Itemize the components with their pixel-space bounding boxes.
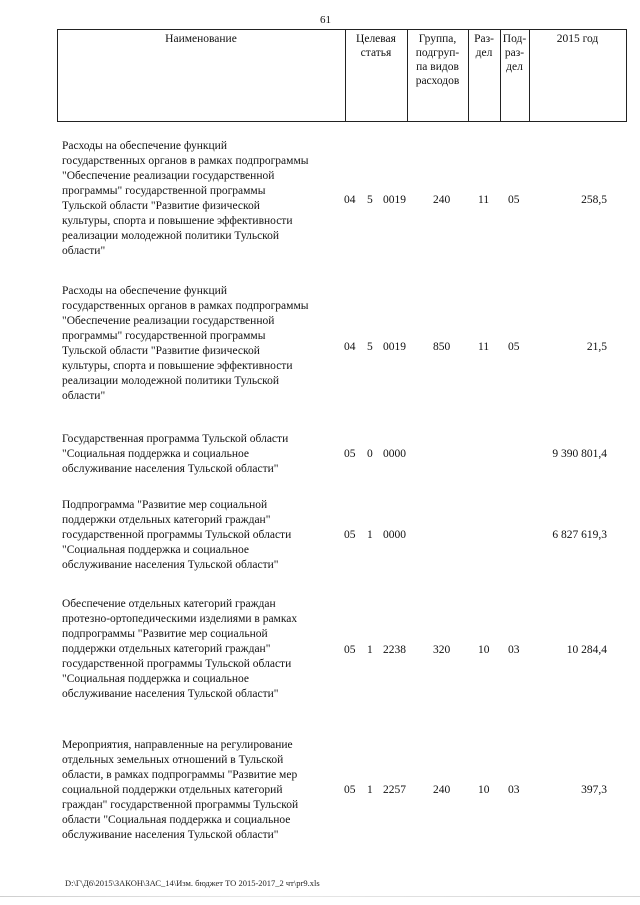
row-subsection: 03	[508, 644, 520, 656]
header-target-article: Целевая статья	[356, 33, 396, 59]
row-expense-group: 320	[433, 644, 451, 656]
row-expense-group: 240	[433, 194, 451, 206]
row-section: 10	[478, 644, 490, 656]
header-year: 2015 год	[556, 33, 599, 45]
row-section: 11	[478, 194, 490, 206]
row-subprogram-code: 1	[367, 784, 373, 796]
row-item-code: 0000	[383, 448, 406, 460]
header-section: Раз- дел	[474, 33, 494, 59]
row-subprogram-code: 1	[367, 644, 373, 656]
row-item-code: 2257	[383, 784, 406, 796]
header-bottom-border	[57, 121, 627, 122]
row-subsection: 05	[508, 194, 520, 206]
row-subsection: 03	[508, 784, 520, 796]
row-expense-group: 850	[433, 341, 451, 353]
row-subprogram-code: 0	[367, 448, 373, 460]
row-subsection: 05	[508, 341, 520, 353]
row-subprogram-code: 5	[367, 341, 373, 353]
row-program-code: 05	[344, 448, 356, 460]
file-path-footer: D:\Г\Д6\2015\ЗАКОН\ЗАС_14\Изм. бюджет ТО 2015-2017_2 чт\pr9.xls	[65, 878, 320, 888]
row-subprogram-code: 5	[367, 194, 373, 206]
row-name: Государственная программа Тульской области "Социальная поддержка и социальное обслуживание населения Тульской области"	[62, 433, 289, 475]
table-header	[57, 29, 627, 122]
row-amount: 397,3	[581, 784, 607, 796]
row-amount: 21,5	[586, 341, 607, 353]
row-program-code: 04	[344, 341, 356, 353]
row-amount: 258,5	[581, 194, 607, 206]
row-section: 10	[478, 784, 490, 796]
row-program-code: 04	[344, 194, 356, 206]
header-subsection: Под- раз- дел	[502, 33, 527, 73]
row-program-code: 05	[344, 644, 356, 656]
row-section: 11	[478, 341, 490, 353]
row-amount: 9 390 801,4	[552, 448, 607, 460]
row-name: Обеспечение отдельных категорий граждан протезно-ортопедическими изделиями в рамках подпрограммы "Развитие мер социальной поддержки отдельных категорий граждан" государственной программы Тульской области "Социальная поддержка и социальное обслуживание населения Тульской области"	[62, 598, 298, 700]
header-divider	[626, 29, 627, 122]
row-name: Подпрограмма "Развитие мер социальной поддержки отдельных категорий граждан" государственной программы Тульской области "Социальная поддержка и социальное обслуживание населения Тульской области"	[62, 499, 292, 571]
row-amount: 10 284,4	[566, 644, 607, 656]
page-number: 61	[320, 14, 331, 26]
row-name: Расходы на обеспечение функций государственных органов в рамках подпрограммы "Обеспечение реализации государственной программы" государственной программы Тульской области "Развитие физической культуры, спорта и повышение эффективности реализации молодежной политики Тульской области"	[62, 140, 309, 257]
row-item-code: 0019	[383, 341, 406, 353]
header-top-border	[57, 29, 627, 30]
row-program-code: 05	[344, 529, 356, 541]
header-name: Наименование	[165, 33, 237, 45]
row-name: Мероприятия, направленные на регулирование отдельных земельных отношений в Тульской области, в рамках подпрограммы "Развитие мер социальной поддержки отдельных категорий граждан" государственной программы Тульской области "Социальная поддержка и социальное обслуживание населения Тульской области"	[62, 739, 299, 841]
row-subprogram-code: 1	[367, 529, 373, 541]
row-item-code: 2238	[383, 644, 406, 656]
row-item-code: 0000	[383, 529, 406, 541]
row-amount: 6 827 619,3	[552, 529, 607, 541]
row-program-code: 05	[344, 784, 356, 796]
header-expense-group: Группа, подгруп- па видов расходов	[415, 33, 460, 87]
row-item-code: 0019	[383, 194, 406, 206]
row-name: Расходы на обеспечение функций государственных органов в рамках подпрограммы "Обеспечение реализации государственной программы" государственной программы Тульской области "Развитие физической культуры, спорта и повышение эффективности реализации молодежной политики Тульской области"	[62, 285, 309, 402]
scan-edge	[0, 896, 640, 897]
row-expense-group: 240	[433, 784, 451, 796]
